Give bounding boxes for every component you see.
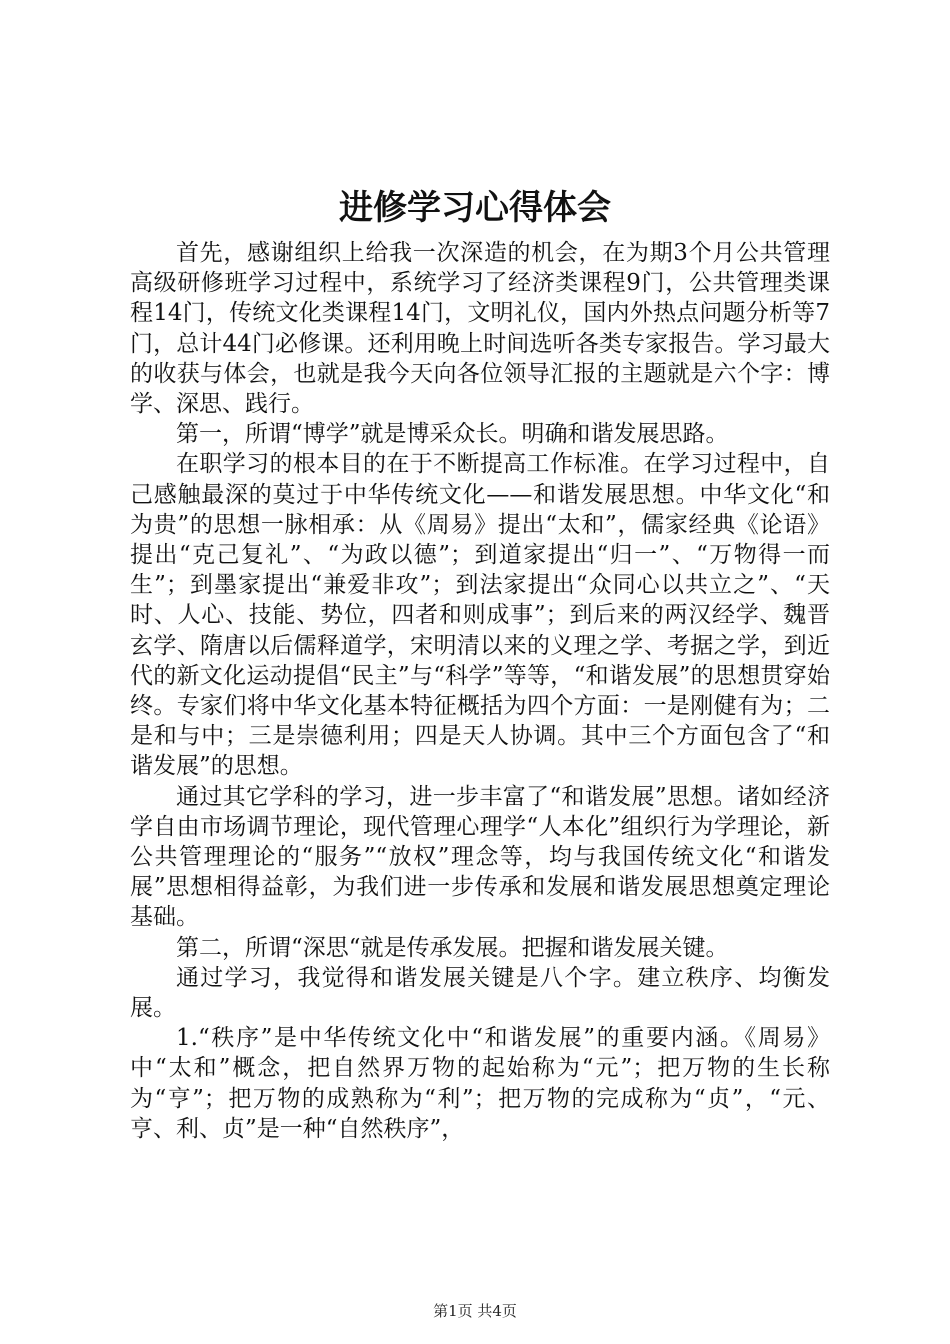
paragraph-traditional-culture: 在职学习的根本目的在于不断提高工作标准。在学习过程中，自己感触最深的莫过于中华传统文化——和谐发展思想。中华文化“和为贵”的思想一脉相承：从《周易》提出“太和”，儒家经典《论语》提出“克己复礼”、“为政以德”；到道家提出“归一”、“万物得一而生”；到墨家提出“兼爱非攻”；到法家提出“众同心以共立之”、“天时、人心、技能、势位，四者和则成事”；到后来的两汉经学、魏晋玄学、隋唐以后儒释道学，宋明清以来的义理之学、考据之学，到近代的新文化运动提倡“民主”与“科学”等等，“和谐发展”的思想贯穿始终。专家们将中华文化基本特征概括为四个方面：一是刚健有为；二是和与中；三是崇德利用；四是天人协调。其中三个方面包含了“和谐发展”的思想。 [130, 451, 830, 780]
document-body [130, 238, 830, 1144]
paragraph-key-points: 通过学习，我觉得和谐发展关键是八个字。建立秩序、均衡发展。 [130, 964, 830, 1022]
paragraph-section-1-heading: 第一，所谓“博学”就是博采众长。明确和谐发展思路。 [176, 421, 729, 448]
paragraph-intro: 首先，感谢组织上给我一次深造的机会，在为期3个月公共管理高级研修班学习过程中，系统学习了经济类课程9门，公共管理类课程14门，传统文化类课程14门，文明礼仪，国内外热点问题分析等7门，总计44门必修课。还利用晚上时间选听各类专家报告。学习最大的收获与体会，也就是我今天向各位领导汇报的主题就是六个字：博学、深思、践行。 [130, 240, 830, 418]
document-title: 进修学习心得体会 [339, 188, 611, 228]
paragraph-order: 1.“秩序”是中华传统文化中“和谐发展”的重要内涵。《周易》中“太和”概念，把自然界万物的起始称为“元”；把万物的生长称为“亨”；把万物的成熟称为“利”；把万物的完成称为“贞”，“元、亨、利、贞”是一种“自然秩序”， [130, 1025, 830, 1142]
paragraph-section-2-heading: 第二，所谓“深思“就是传承发展。把握和谐发展关键。 [176, 934, 729, 961]
paragraph-other-disciplines: 通过其它学科的学习，进一步丰富了“和谐发展”思想。诸如经济学自由市场调节理论，现代管理心理学“人本化”组织行为学理论，新公共管理理论的“服务”“放权”理念等，均与我国传统文化“和谐发展”思想相得益彰，为我们进一步传承和发展和谐发展思想奠定理论基础。 [130, 783, 830, 931]
page-footer: 第1页 共4页 [433, 1302, 517, 1320]
